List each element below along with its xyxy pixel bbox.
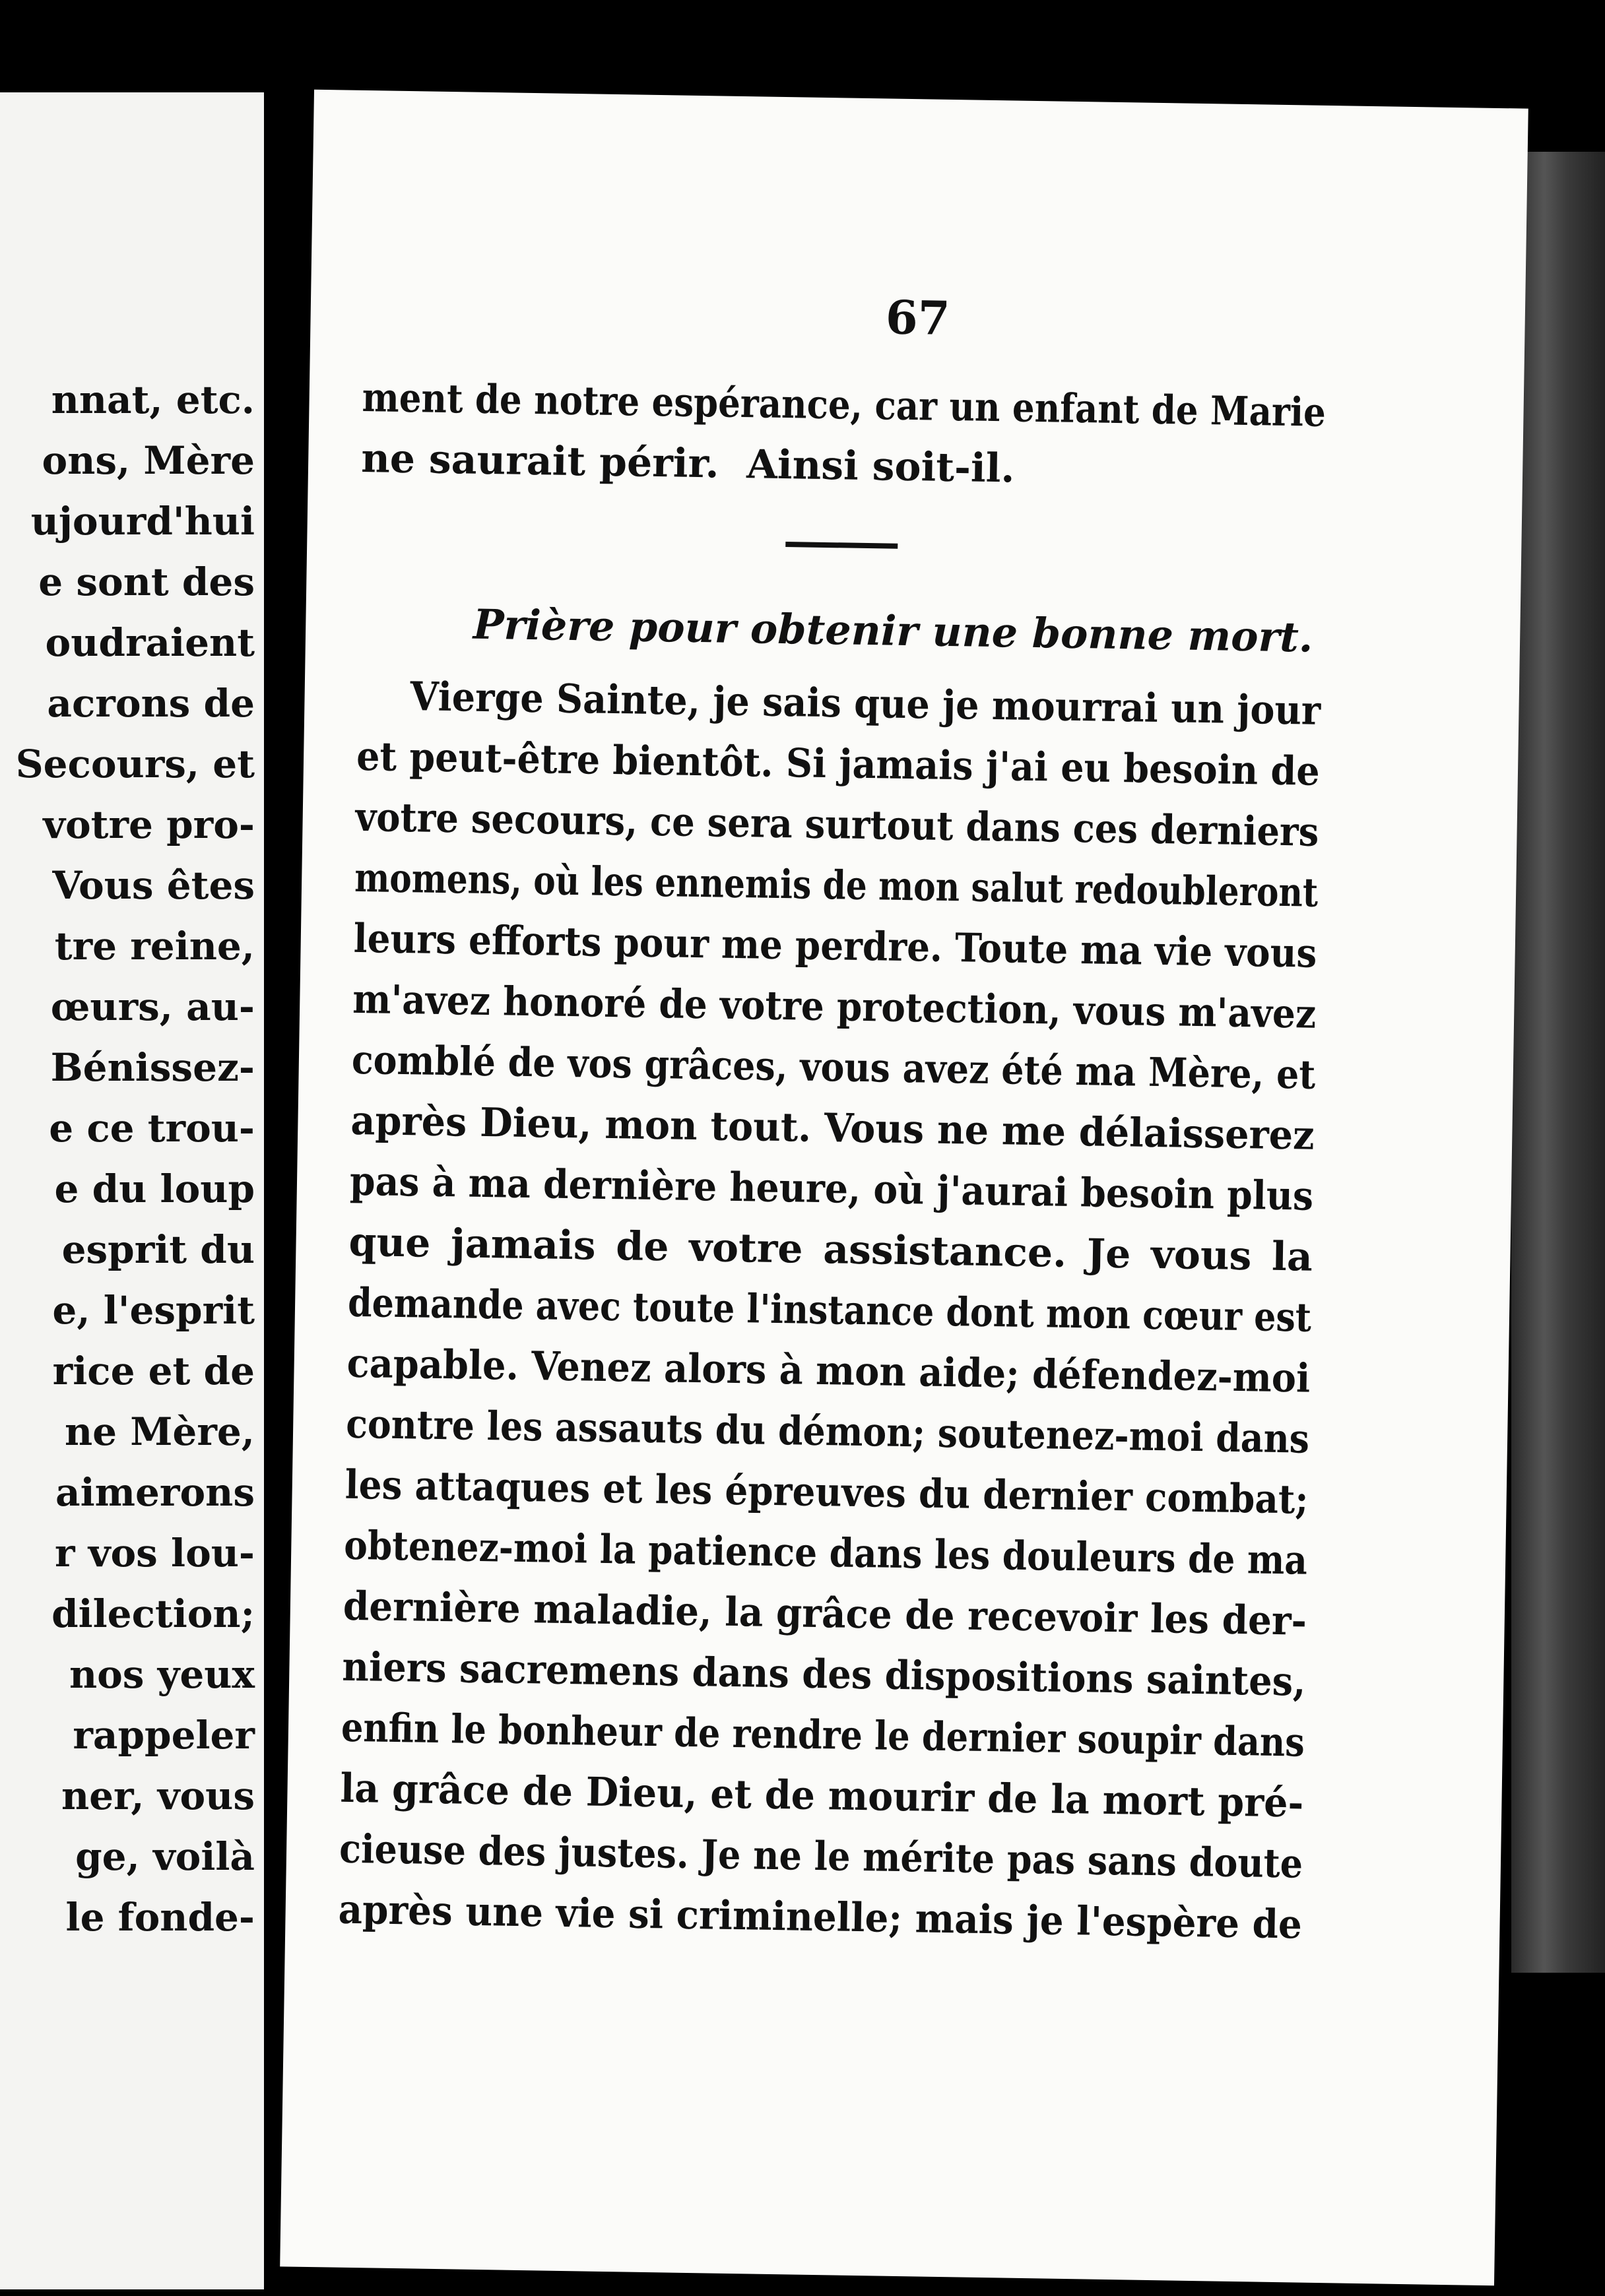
- left-page-text: [16, 369, 255, 1948]
- prayer-line: après une vie si criminelle; mais je l'espère de: [338, 1886, 1303, 1948]
- left-page-line: Vous êtes: [52, 863, 255, 908]
- left-page-line: acrons de: [47, 681, 255, 726]
- book-edge: [1511, 152, 1605, 1973]
- left-page-line: e du loup: [54, 1166, 255, 1211]
- prayer-line: comblé de vos grâces, vous avez été ma Mère, et: [351, 1036, 1316, 1099]
- left-page-line: nnat, etc.: [51, 377, 255, 422]
- left-page-line: Bénissez-: [50, 1045, 255, 1090]
- prayer-line: Vierge Sainte, je sais que je mourrai un jour: [410, 674, 1321, 734]
- prayer-line: la grâce de Dieu, et de mourir de la mort pré-: [340, 1765, 1304, 1827]
- left-page-line: rappeler: [73, 1713, 255, 1758]
- left-page-line: e, l'esprit: [52, 1288, 255, 1333]
- left-page-line: tre reine,: [54, 924, 255, 969]
- prayer-text: [338, 666, 1321, 1956]
- main-page: [280, 90, 1528, 2285]
- left-page-line: nos yeux: [69, 1652, 255, 1697]
- section-divider: [785, 542, 898, 549]
- left-page-line: rice et de: [52, 1349, 255, 1393]
- left-facing-page: [0, 92, 264, 2289]
- prayer-line: cieuse des justes. Je ne le mérite pas sans doute: [339, 1826, 1303, 1888]
- left-page-line: aimerons: [55, 1470, 255, 1515]
- prayer-line: pas à ma dernière heure, où j'aurai besoin plus: [349, 1158, 1314, 1220]
- text-line: ne saurait périr. Ainsi soit-il.: [360, 435, 1015, 492]
- left-page-line: ge, voilà: [75, 1834, 255, 1879]
- text-line: ment de notre espérance, car un enfant de Marie: [362, 374, 1327, 436]
- left-page-line: votre pro-: [43, 802, 255, 847]
- left-page-line: ner, vous: [61, 1773, 255, 1818]
- left-page-line: oudraient: [45, 620, 255, 665]
- page-number: 67: [885, 290, 951, 346]
- prayer-line: obtenez-moi la patience dans les douleurs de ma: [343, 1522, 1308, 1584]
- prayer-line: que jamais de votre assistance. Je vous la: [348, 1219, 1313, 1281]
- prayer-line: demande avec toute l'instance dont mon cœur est: [347, 1279, 1312, 1341]
- left-page-line: Secours, et: [15, 742, 255, 786]
- left-page-line: ne Mère,: [64, 1409, 255, 1454]
- prayer-line: m'avez honoré de votre protection, vous m'avez: [352, 976, 1317, 1038]
- left-page-line: ujourd'hui: [30, 499, 255, 544]
- prayer-line: niers sacremens dans des dispositions saintes,: [341, 1643, 1307, 1706]
- prayer-line: enfin le bonheur de rendre le dernier soupir dans: [341, 1704, 1305, 1766]
- page-body: [338, 367, 1326, 1956]
- prayer-line: votre secours, ce sera surtout dans ces derniers: [355, 794, 1319, 856]
- prayer-line: leurs efforts pour me perdre. Toute ma vie vous: [353, 915, 1317, 977]
- prayer-line: momens, où les ennemis de mon salut redoubleront: [354, 854, 1319, 916]
- left-page-line: dilection;: [51, 1591, 255, 1636]
- left-page-line: r vos lou-: [55, 1531, 255, 1576]
- prayer-line: les attaques et les épreuves du dernier combat;: [344, 1461, 1309, 1523]
- prayer-line: dernière maladie, la grâce de recevoir les der-: [343, 1583, 1307, 1645]
- prayer-line: capable. Venez alors à mon aide; défendez-moi: [346, 1340, 1311, 1402]
- left-page-line: e sont des: [38, 559, 255, 604]
- prayer-line: après Dieu, mon tout. Vous ne me délaisserez: [350, 1097, 1315, 1159]
- left-page-line: ons, Mère: [42, 438, 255, 483]
- prayer-title: Prière pour obtenir une bonne mort.: [473, 600, 1314, 662]
- prayer-line: et peut-être bientôt. Si jamais j'ai eu besoin de: [356, 733, 1321, 795]
- left-page-line: esprit du: [61, 1227, 255, 1272]
- left-page-line: œurs, au-: [50, 984, 255, 1029]
- left-page-line: e ce trou-: [49, 1106, 255, 1151]
- prayer-line: contre les assauts du démon; soutenez-moi dans: [345, 1401, 1310, 1463]
- left-page-line: le fonde-: [65, 1895, 255, 1940]
